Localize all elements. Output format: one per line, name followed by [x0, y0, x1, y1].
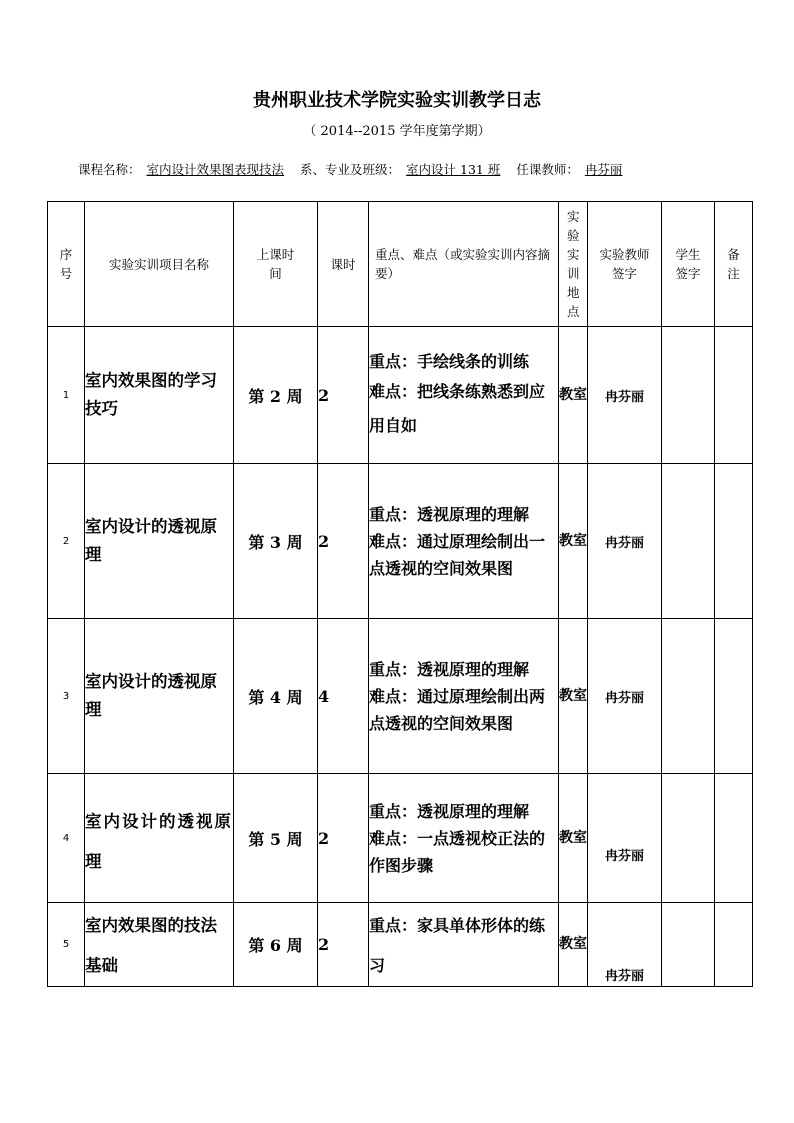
- table-row: [48, 774, 753, 903]
- week: 第 2 周: [234, 327, 318, 464]
- remarks: [715, 903, 753, 987]
- class-label: 系、专业及班级：: [300, 162, 401, 177]
- content-summary: [369, 774, 559, 903]
- hours: 4: [318, 619, 369, 774]
- teacher-signature: 冉芬丽: [588, 774, 662, 903]
- location: 教室: [559, 464, 588, 619]
- col-teacher-sign-header: 实验教师签字: [588, 202, 662, 327]
- course-info-line: [78, 160, 628, 178]
- remarks: [715, 619, 753, 774]
- week: 第 3 周: [234, 464, 318, 619]
- project-name: 室内设计的透视原理: [85, 464, 234, 619]
- table-row: [48, 327, 753, 464]
- hours: 2: [318, 327, 369, 464]
- teacher-label: 任课教师：: [516, 162, 579, 177]
- remarks: [715, 327, 753, 464]
- teacher-signature: 冉芬丽: [588, 464, 662, 619]
- content-summary: [369, 619, 559, 774]
- row-index: 4: [48, 774, 85, 903]
- week: 第 4 周: [234, 619, 318, 774]
- table-row: [48, 903, 753, 987]
- student-signature: [662, 774, 715, 903]
- project-name: 室内设计的透视原理: [85, 619, 234, 774]
- col-remarks-header: 备注: [715, 202, 753, 327]
- key-point: 重点：透视原理的理解: [369, 659, 530, 679]
- key-point: 重点：透视原理的理解: [369, 504, 530, 524]
- project-name: 室内效果图的学习技巧: [85, 327, 234, 464]
- remarks: [715, 464, 753, 619]
- document-title: 贵州职业技术学院实验实训教学日志: [253, 90, 541, 111]
- hours: 2: [318, 464, 369, 619]
- week: 第 6 周: [234, 903, 318, 987]
- col-index-header: 序号: [48, 202, 85, 327]
- hours: 2: [318, 903, 369, 987]
- teacher-signature: 冉芬丽: [588, 327, 662, 464]
- teacher-signature: 冉芬丽: [588, 619, 662, 774]
- student-signature: [662, 619, 715, 774]
- student-signature: [662, 903, 715, 987]
- student-signature: [662, 327, 715, 464]
- col-time-header: 上课时间: [234, 202, 318, 327]
- location: 教室: [559, 327, 588, 464]
- location: 教室: [559, 774, 588, 903]
- location: 教室: [559, 619, 588, 774]
- content-summary: [369, 464, 559, 619]
- week: 第 5 周: [234, 774, 318, 903]
- course-value: 室内设计效果图表现技法: [146, 162, 285, 177]
- content-summary: [369, 327, 559, 464]
- remarks: [715, 774, 753, 903]
- col-student-sign-header: 学生签字: [662, 202, 715, 327]
- col-location-header: 实验实训地点: [559, 202, 588, 327]
- course-label: 课程名称：: [78, 162, 141, 177]
- row-index: 2: [48, 464, 85, 619]
- difficulty: 难点：通过原理绘制出一点透视的空间效果图: [369, 531, 546, 578]
- difficulty: 难点：一点透视校正法的作图步骤: [369, 828, 546, 875]
- key-point: 重点：透视原理的理解: [369, 801, 530, 821]
- row-index: 1: [48, 327, 85, 464]
- hours: 2: [318, 774, 369, 903]
- header-row: [48, 202, 753, 327]
- key-point: 重点：家具单体形体的练习: [369, 915, 546, 975]
- difficulty: 难点：把线条练熟悉到应用自如: [369, 381, 546, 435]
- row-index: 3: [48, 619, 85, 774]
- key-point: 重点：手绘线条的训练: [369, 351, 530, 371]
- table-row: [48, 619, 753, 774]
- row-index: 5: [48, 903, 85, 987]
- table-row: [48, 464, 753, 619]
- content-summary: [369, 903, 559, 987]
- location: 教室: [559, 903, 588, 987]
- col-content-header: 重点、难点（或实验实训内容摘要）: [369, 202, 559, 327]
- project-name: 室内效果图的技法基础: [85, 903, 234, 987]
- teacher-signature: 冉芬丽: [588, 903, 662, 987]
- difficulty: 难点：通过原理绘制出两点透视的空间效果图: [369, 686, 546, 733]
- col-hours-header: 课时: [318, 202, 369, 327]
- student-signature: [662, 464, 715, 619]
- teaching-log-table: [47, 201, 753, 987]
- col-project-header: 实验实训项目名称: [85, 202, 234, 327]
- project-name: 室内设计的透视原理: [85, 774, 234, 903]
- academic-year: （ 2014--2015 学年度第学期）: [303, 124, 491, 139]
- teacher-value: 冉芬丽: [584, 162, 623, 177]
- class-value: 室内设计 131 班: [406, 162, 501, 177]
